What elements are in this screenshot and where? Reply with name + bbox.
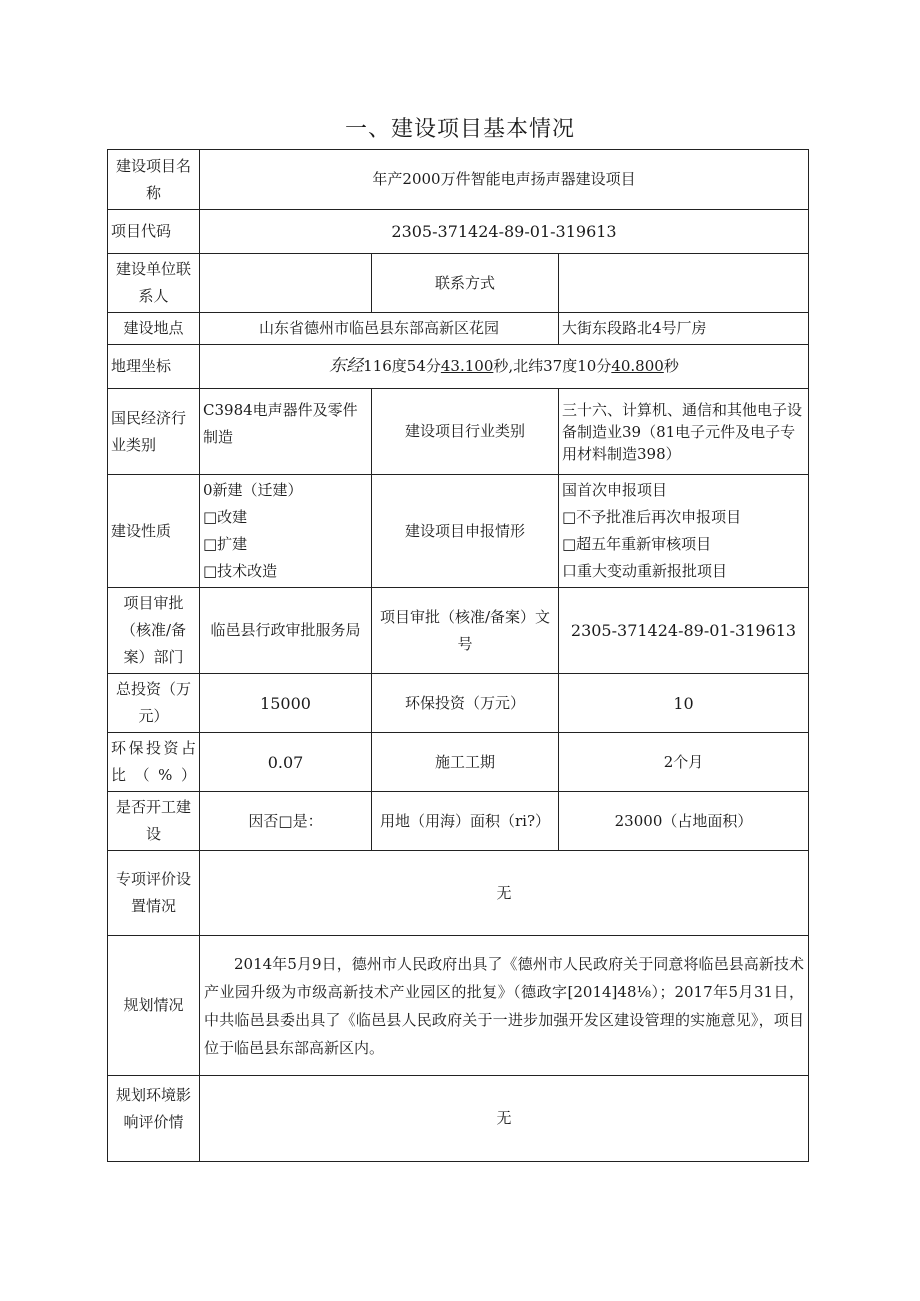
- nature-option-new: 0新建（迁建）: [203, 481, 303, 499]
- declare-option-review: □超五年重新审核项目: [562, 535, 712, 553]
- north-seconds: 40.800: [611, 357, 664, 375]
- env-investment-value: 10: [559, 674, 809, 733]
- planning-label: 规划情况: [108, 936, 200, 1076]
- approval-doc-value: 2305-371424-89-01-319613: [559, 588, 809, 674]
- planning-text: 2014年5月9日，德州市人民政府出具了《德州市人民政府关于同意将临邑县高新技术产业园升级为市级高新技术产业园区的批复》（德政字[2014]48⅛）；2017年5月31日，中共临邑县委出具了《临邑县人民政府关于一进步加强开发区建设管理的实施意见》，项目位于临邑县东部高新区内。: [200, 936, 809, 1076]
- period-label: 施工工期: [372, 733, 559, 792]
- row-investment: [108, 674, 809, 733]
- total-investment-value: 15000: [200, 674, 372, 733]
- project-code-value: 2305-371424-89-01-319613: [200, 210, 809, 254]
- row-nature: [108, 475, 809, 588]
- coordinates-label: 地理坐标: [108, 345, 200, 389]
- env-investment-label: 环保投资（万元）: [372, 674, 559, 733]
- period-value: 2个月: [559, 733, 809, 792]
- east-unit: 秒,北纬37度10分: [493, 357, 612, 375]
- started-value: 因否□是：: [200, 792, 372, 851]
- approval-label: 项目审批（核准/备案）部门: [108, 588, 200, 674]
- nature-options: [200, 475, 372, 588]
- contact-label: 建设单位联系人: [108, 254, 200, 313]
- started-label: 是否开工建设: [108, 792, 200, 851]
- nature-option-expand: □扩建: [203, 535, 248, 553]
- industry-category-value: 三十六、计算机、通信和其他电子设备制造业39（81电子元件及电子专用材料制造398）: [559, 389, 809, 475]
- row-project-name: [108, 150, 809, 210]
- declare-option-change: 口重大变动重新报批项目: [562, 562, 728, 580]
- planning-env-value: 无: [200, 1076, 809, 1162]
- east-prefix: 东经: [329, 356, 364, 376]
- total-investment-label: 总投资（万元）: [108, 674, 200, 733]
- env-ratio-value: 0.07: [200, 733, 372, 792]
- area-label: 用地（用海）面积（ri?）: [372, 792, 559, 851]
- row-location: [108, 313, 809, 345]
- nature-label: 建设性质: [108, 475, 200, 588]
- location-value-a: 山东省德州市临邑县东部高新区花园: [200, 313, 559, 345]
- row-industry: [108, 389, 809, 475]
- project-info-table: [107, 149, 809, 1162]
- row-ratio: [108, 733, 809, 792]
- env-ratio-label: 环保投资占比（%）: [108, 733, 200, 792]
- row-started: [108, 792, 809, 851]
- row-special: [108, 851, 809, 936]
- contact-method-label: 联系方式: [372, 254, 559, 313]
- declare-option-first: 国首次申报项目: [562, 481, 668, 499]
- coordinates-value: [200, 345, 809, 389]
- industry-label: 国民经济行业类别: [108, 389, 200, 475]
- project-code-label: 项目代码: [108, 210, 200, 254]
- nature-option-tech: □技术改造: [203, 562, 278, 580]
- approval-doc-label: 项目审批（核准/备案）文号: [372, 588, 559, 674]
- declare-label: 建设项目申报情形: [372, 475, 559, 588]
- row-approval: [108, 588, 809, 674]
- declare-options: [559, 475, 809, 588]
- industry-value: C3984电声器件及零件制造: [200, 389, 372, 475]
- special-label: 专项评价设置情况: [108, 851, 200, 936]
- project-name-value: 年产2000万件智能电声扬声器建设项目: [200, 150, 809, 210]
- east-main: 116度54分: [363, 357, 441, 375]
- industry-category-label: 建设项目行业类别: [372, 389, 559, 475]
- approval-dept: 临邑县行政审批服务局: [200, 588, 372, 674]
- row-project-code: [108, 210, 809, 254]
- contact-method-value: [559, 254, 809, 313]
- nature-option-rebuild: □改建: [203, 508, 248, 526]
- row-planning: [108, 936, 809, 1076]
- area-value: 23000（占地面积）: [559, 792, 809, 851]
- page-title: 一、建设项目基本情况: [344, 117, 575, 142]
- declare-option-again: □不予批准后再次申报项目: [562, 508, 742, 526]
- planning-env-label: 规划环境影响评价情: [108, 1076, 200, 1162]
- east-seconds: 43.100: [440, 357, 494, 375]
- row-contact: [108, 254, 809, 313]
- project-name-label: 建设项目名称: [108, 150, 200, 210]
- special-value: 无: [200, 851, 809, 936]
- north-unit: 秒: [663, 357, 679, 375]
- location-value-b: 大街东段路北4号厂房: [559, 313, 809, 345]
- location-label: 建设地点: [108, 313, 200, 345]
- row-planning-env: [108, 1076, 809, 1162]
- row-coordinates: [108, 345, 809, 389]
- contact-value: [200, 254, 372, 313]
